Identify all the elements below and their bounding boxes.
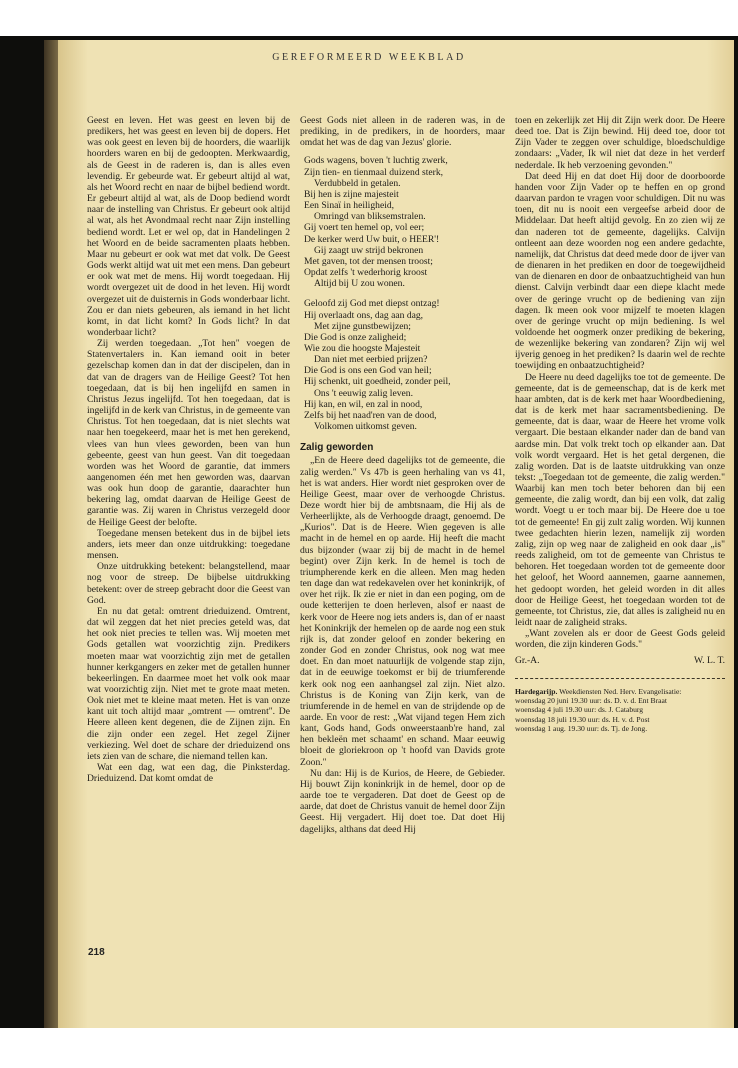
- verse-line: Gods wagens, boven 't luchtig zwerk,: [304, 155, 448, 167]
- notice-line: woensdag 1 aug. 19.30 uur: ds. Tj. de Jong.: [515, 724, 648, 734]
- verse-line: Gij voert ten hemel op, vol eer;: [304, 222, 425, 234]
- verse-line: De kerker werd Uw buit, o HEER'!: [304, 233, 440, 245]
- notice-intro: Weekdiensten Ned. Herv. Evangelisatie:: [559, 686, 682, 696]
- paragraph: De Heere nu deed dagelijks toe tot de gemeente. De gemeente, dat is de gemeenschap, dat is de kerk met haar ambten, dat is de kerk met haar Woordbediening, dat is de kerk met haar sacramentsbediening. De gemeente, dat is daar, waar de Heere het vrome volk vergaart. Die bestaan elkander nader dan de band van aardse min. Dat volk trekt toch op elkander aan. Dat volk wordt vergaard. Het is het getal dergenen, die zalig worden. Dat is de laatste uitdrukking van onze tekst: „Toegedaan tot de gemeente, die zalig werden." Waarbij kan men toch beter behoren dan bij een gemeente, die zalig wordt, dan bij een volk, dat zalig wordt. Voegt u er toch maar bij. De Heere doe u toe tot de gemeente! En gij zult zalig worden. Wij kunnen twee gedachten hierin lezen, namelijk zij worden zalig, zijn op weg naar de zaligheid en ook daar „is" reeds zaligheid, om tot de gemeente van Christus te behoren. Het toegedaan worden tot de gemeente door het geloof, het Woord aannemen, gaarne aannemen, het gedoopt worden, het geleid worden in dit alles door de Heilige Geest, het toegedaan worden tot de gemeente, tot Christus, zie, dat alles is zaligheid nu en leidt naar de zaligheid straks.: [515, 371, 725, 629]
- book-binding: [44, 40, 58, 1028]
- notice-line: woensdag 4 juli 19.30 uur: ds. J. Cataburg: [515, 705, 644, 715]
- psalm-verse-2: [304, 298, 505, 432]
- paragraph: toen en zekerlijk zet Hij dit Zijn werk door. De Heere deed toe. Dat is Zijn bewind. Hij deed toe, door tot Zijn Vader te zeggen over schuldige, bloedschuldige zondaars: „Vader, Ik wil niet dat deze in het verderf nederdale. Ik heb verzoening gevonden.": [515, 115, 725, 171]
- verse-line: Geloofd zij God met diepst ontzag!: [304, 298, 440, 310]
- verse-line: Verdubbeld in getalen.: [314, 177, 401, 189]
- verse-line: Een Sinaï in heiligheid,: [304, 200, 395, 212]
- notice-line: woensdag 18 juli 19.30 uur: ds. H. v. d. Post: [515, 714, 650, 724]
- notice-box: [515, 687, 725, 734]
- paragraph: Geest Gods niet alleen in de raderen was, in de prediking, in de predikers, in de hoorders, maar omdat het was de dag van Jezus' glorie.: [300, 115, 505, 149]
- section-heading: Zalig geworden: [300, 442, 374, 454]
- running-header: GEREFORMEERD WEEKBLAD: [272, 52, 466, 63]
- verse-line: Omringd van bliksemstralen.: [314, 211, 426, 223]
- verse-line: Gij zaagt uw strijd bekronen: [314, 244, 424, 256]
- page-number: 218: [88, 947, 105, 958]
- paragraph: En nu dat getal: omtrent drieduizend. Omtrent, dat wil zeggen dat het niet precies geteld was, dat het ook niet precies te tellen was. Wij moeten met Gods getallen wat voorzichtig zijn. Predikers moeten maar wat voorzichtig zijn met de getallen hunner kerkgangers en zeker met de getallen hunner bekeerlingen. En daarmee moet het volk ook maar wat voorzichtig zijn. Niet met te grote maat meten. Ook niet met te kleine maat meten. Het is van onze kant uit toch altijd maar „omtrent — omtrent". De Heere alleen kent degenen, die de Zijnen zijn. En die zijn onder een zegel. Het zegel Zijner verkiezing. Wel doet de schare der drieduizend ons iets zien van de schare, die niemand tellen kan.: [87, 605, 290, 762]
- notice-line: woensdag 20 juni 19.30 uur: ds. D. v. d. Ent Braat: [515, 696, 667, 706]
- verse-line: Altijd bij U zou wonen.: [314, 278, 405, 290]
- psalm-verse-1: [304, 155, 505, 289]
- paragraph: „Want zovelen als er door de Geest Gods geleid worden, die zijn kinderen Gods.": [515, 628, 725, 651]
- verse-line: Met gaven, tot der mensen troost;: [304, 255, 433, 267]
- verse-line: Hij overlaadt ons, dag aan dag,: [304, 309, 424, 321]
- paragraph: „En de Heere deed dagelijks tot de gemeente, die zalig werden." Vs 47b is geen herhaling van vs 41, het is wat anders. Hier wordt niet gesproken over de Heilige Geest, maar over de verhoogde Christus. Deze wordt hier bij de ambtsnaam, die Hij als de Verheerlijkte, als de Verhoogde draagt, genoemd. De „Kurios". Dat is de Heere. Wien gegeven is alle macht in de hemel en op aarde. Hij heeft die macht dus bijzonder (waar zij bij de macht in de hemel begint) over Zijn kerk. In de hemel is toch de triumpherende kerk en die alleen. Men mag heden ten dage dan wat redekavelen over het koninkrijk, of over het rijk. Ik zie er niet in dan een poging, om de oude ketterijen te doen herleven, alsof er naast de kerk voor de Heere nog iets anders is, dan of er naast het Koninkrijk der hemelen op de aarde nog een stuk rijk is, dat zonder geloof en zonder bekering en zonder God en zonder Christus, ook nog wat mee doet. En dan moet natuurlijk de volgende stap zijn, dat in de eeuwige toekomst er bij de triumferende kerk ook nog een aanhangsel zal zijn. Niet alzo. Christus is de Koning van Zijn kerk, van de triumferende in de hemel en van de strijdende op de aarde. En voor de rest: „Wat vijand tegen Hem zich kant, Gods hand, Gods onweerstaanb're hand, zal hen bekleën met schaamt' en schand. Maar eeuwig bloeit de gloriekroon op 't hoofd van Davids grote Zoon.": [300, 455, 505, 768]
- paragraph: Onze uitdrukking betekent: belangstellend, maar nog voor de streep. De bijbelse uitdrukking betekent: over de streep gebracht door die Geest van God.: [87, 561, 290, 606]
- verse-line: Met zijne gunstbewijzen;: [314, 320, 411, 332]
- paragraph: Zij werden toegedaan. „Tot hen" voegen de Statenvertalers in. Kan iemand ooit in beter gezelschap komen dan in dat der discipelen, dan in dat van de dragers van de Heilige Geest? Tot hen toegedaan, dat is bij hen ingelijfd en samen in Christus Jezus ingelijfd. Tot hen toegedaan, dat is ingelijfd in de kerk van Christus, in de gemeente van Christus. Tot hen toegedaan, dat is niet slechts wat naar hen toegekeerd, maar het is met hen gerekend, vlees van hun vlees geworden, been van hun gebeente, geest van hun geest. Van dit toegedaan worden was het Woord de garantie, dat immers aangenomen één met hen geworden was, daarvan was ook hun doop de garantie, daarachter hun bekering lag, omdat daarvan de Heilige Geest de garantie was. Zij waren in Christus verzegeld door de Heilige Geest der belofte.: [87, 338, 291, 528]
- verse-line: Die God is onze zaligheid;: [304, 331, 407, 343]
- divider: [515, 678, 725, 679]
- column-2: [300, 115, 505, 835]
- paragraph: Wat een dag, wat een dag, die Pinksterdag. Drieduizend. Dat komt omdat de: [87, 762, 290, 785]
- signature-initials: W. L. T.: [693, 654, 725, 666]
- column-1: [87, 115, 290, 784]
- paragraph: Toegedane mensen betekent dus in de bijbel iets anders, iets meer dan onze uitdrukking: toegedane mensen.: [87, 527, 290, 562]
- column-3: [515, 115, 725, 734]
- verse-line: Volkomen uitkomst geven.: [314, 421, 417, 433]
- paragraph: Geest en leven. Het was geest en leven bij de predikers, het was geest en leven bij de dopers. Het was ook geest en leven bij de hoorders, die waarlijk hoorders waren en bij de gedoopten. Merkwaardig, als de Geest in de raderen is, dan is alles even levendig. Er gebeurde wat. Er gebeurt altijd al wat, als het Woord recht en naar de bijbel bediend wordt. Er gebeurt altijd al wat, als de Doop bediend wordt naar de instelling van Christus. Er gebeurt ook altijd al wat, als het Avondmaal recht naar Zijn instelling bediend wordt. Let er wel op, dat in Handelingen 2 het Woord en de beide sacramenten plaats hebben. Maar nu gebeurt er ook wat met dat volk. De Geest Gods werkt altijd wat uit met een mens. Dan gebeurt er ook wat met de mens. Hij wordt toegedaan. Hij wordt overgezet uit de dood in het leven. Hij wordt overgezet uit de duisternis in Gods wonderbaar licht. Zou er dan niets gebeuren, als iemand in het licht komt, in dat licht komt? In Gods licht? In dat wonderbaar licht?: [87, 115, 290, 338]
- verse-line: Opdat zelfs 't wederhorig kroost: [304, 267, 428, 279]
- verse-line: Dan niet met eerbied prijzen?: [314, 354, 428, 366]
- verse-line: Wie zou die hoogste Majesteit: [304, 342, 421, 354]
- signature-place: Gr.-A.: [515, 654, 540, 666]
- verse-line: Zijn tien- en tienmaal duizend sterk,: [304, 166, 444, 178]
- paragraph: Nu dan: Hij is de Kurios, de Heere, de Gebieder. Hij bouwt Zijn koninkrijk in de hemel, door op de aarde toe te vergaderen. Dat doet de Geest op de aarde, dat doet de Christus vanuit de hemel door Zijn Geest. Hij vergadert. Hij doet toe. Dat doet Hij dagelijks, althans dat deed Hij: [300, 767, 505, 835]
- verse-line: Hij kan, en wil, en zal in nood,: [304, 398, 423, 410]
- verse-line: Bij hen is zijne majesteit: [304, 188, 399, 200]
- notice-title: Hardegarijp.: [515, 686, 558, 696]
- verse-line: Zelfs bij het naad'ren van de dood,: [304, 409, 437, 421]
- verse-line: Die God is ons een God van heil;: [304, 365, 432, 377]
- signature-line: [515, 655, 725, 666]
- verse-line: Hij schenkt, uit goedheid, zonder peil,: [304, 376, 451, 388]
- paragraph: Dat deed Hij en dat doet Hij door de doorboorde handen voor Zijn Vader op te heffen en op grond daarvan pardon te vragen voor schuldigen. Dit nu was toen, dit nu is nooit een vergeefse arbeid door de Middelaar. Dat heeft altijd gevolg. En zo zien wij ze dan naderen tot de gemeente, dagelijks. Calvijn ontleent aan deze woorden nog een andere gedachte, namelijk, dat Christus dat deed mede door de ijver van de dienaren in het prediken en door de toegewijdheid van de dienaren en door de onbaatzuchtigheid van hun dienst. Calvijn verbindt daar een diepe klacht mede over de geringe vrucht op de bediening van zijn dagen. Ik meen ook voor mijzelf te moeten klagen over de geringe vrucht op mijn bediening. Is wel voldoende het oogmerk onzer prediking de bekering, de wezenlijke bekering van zondaren? Zijn wij wel ijverig genoeg in het prediken? Is daarin wel de rechte toewijding en onbaatzuchtigheid?: [515, 170, 725, 372]
- verse-line: Ons 't eeuwig zalig leven.: [314, 387, 413, 399]
